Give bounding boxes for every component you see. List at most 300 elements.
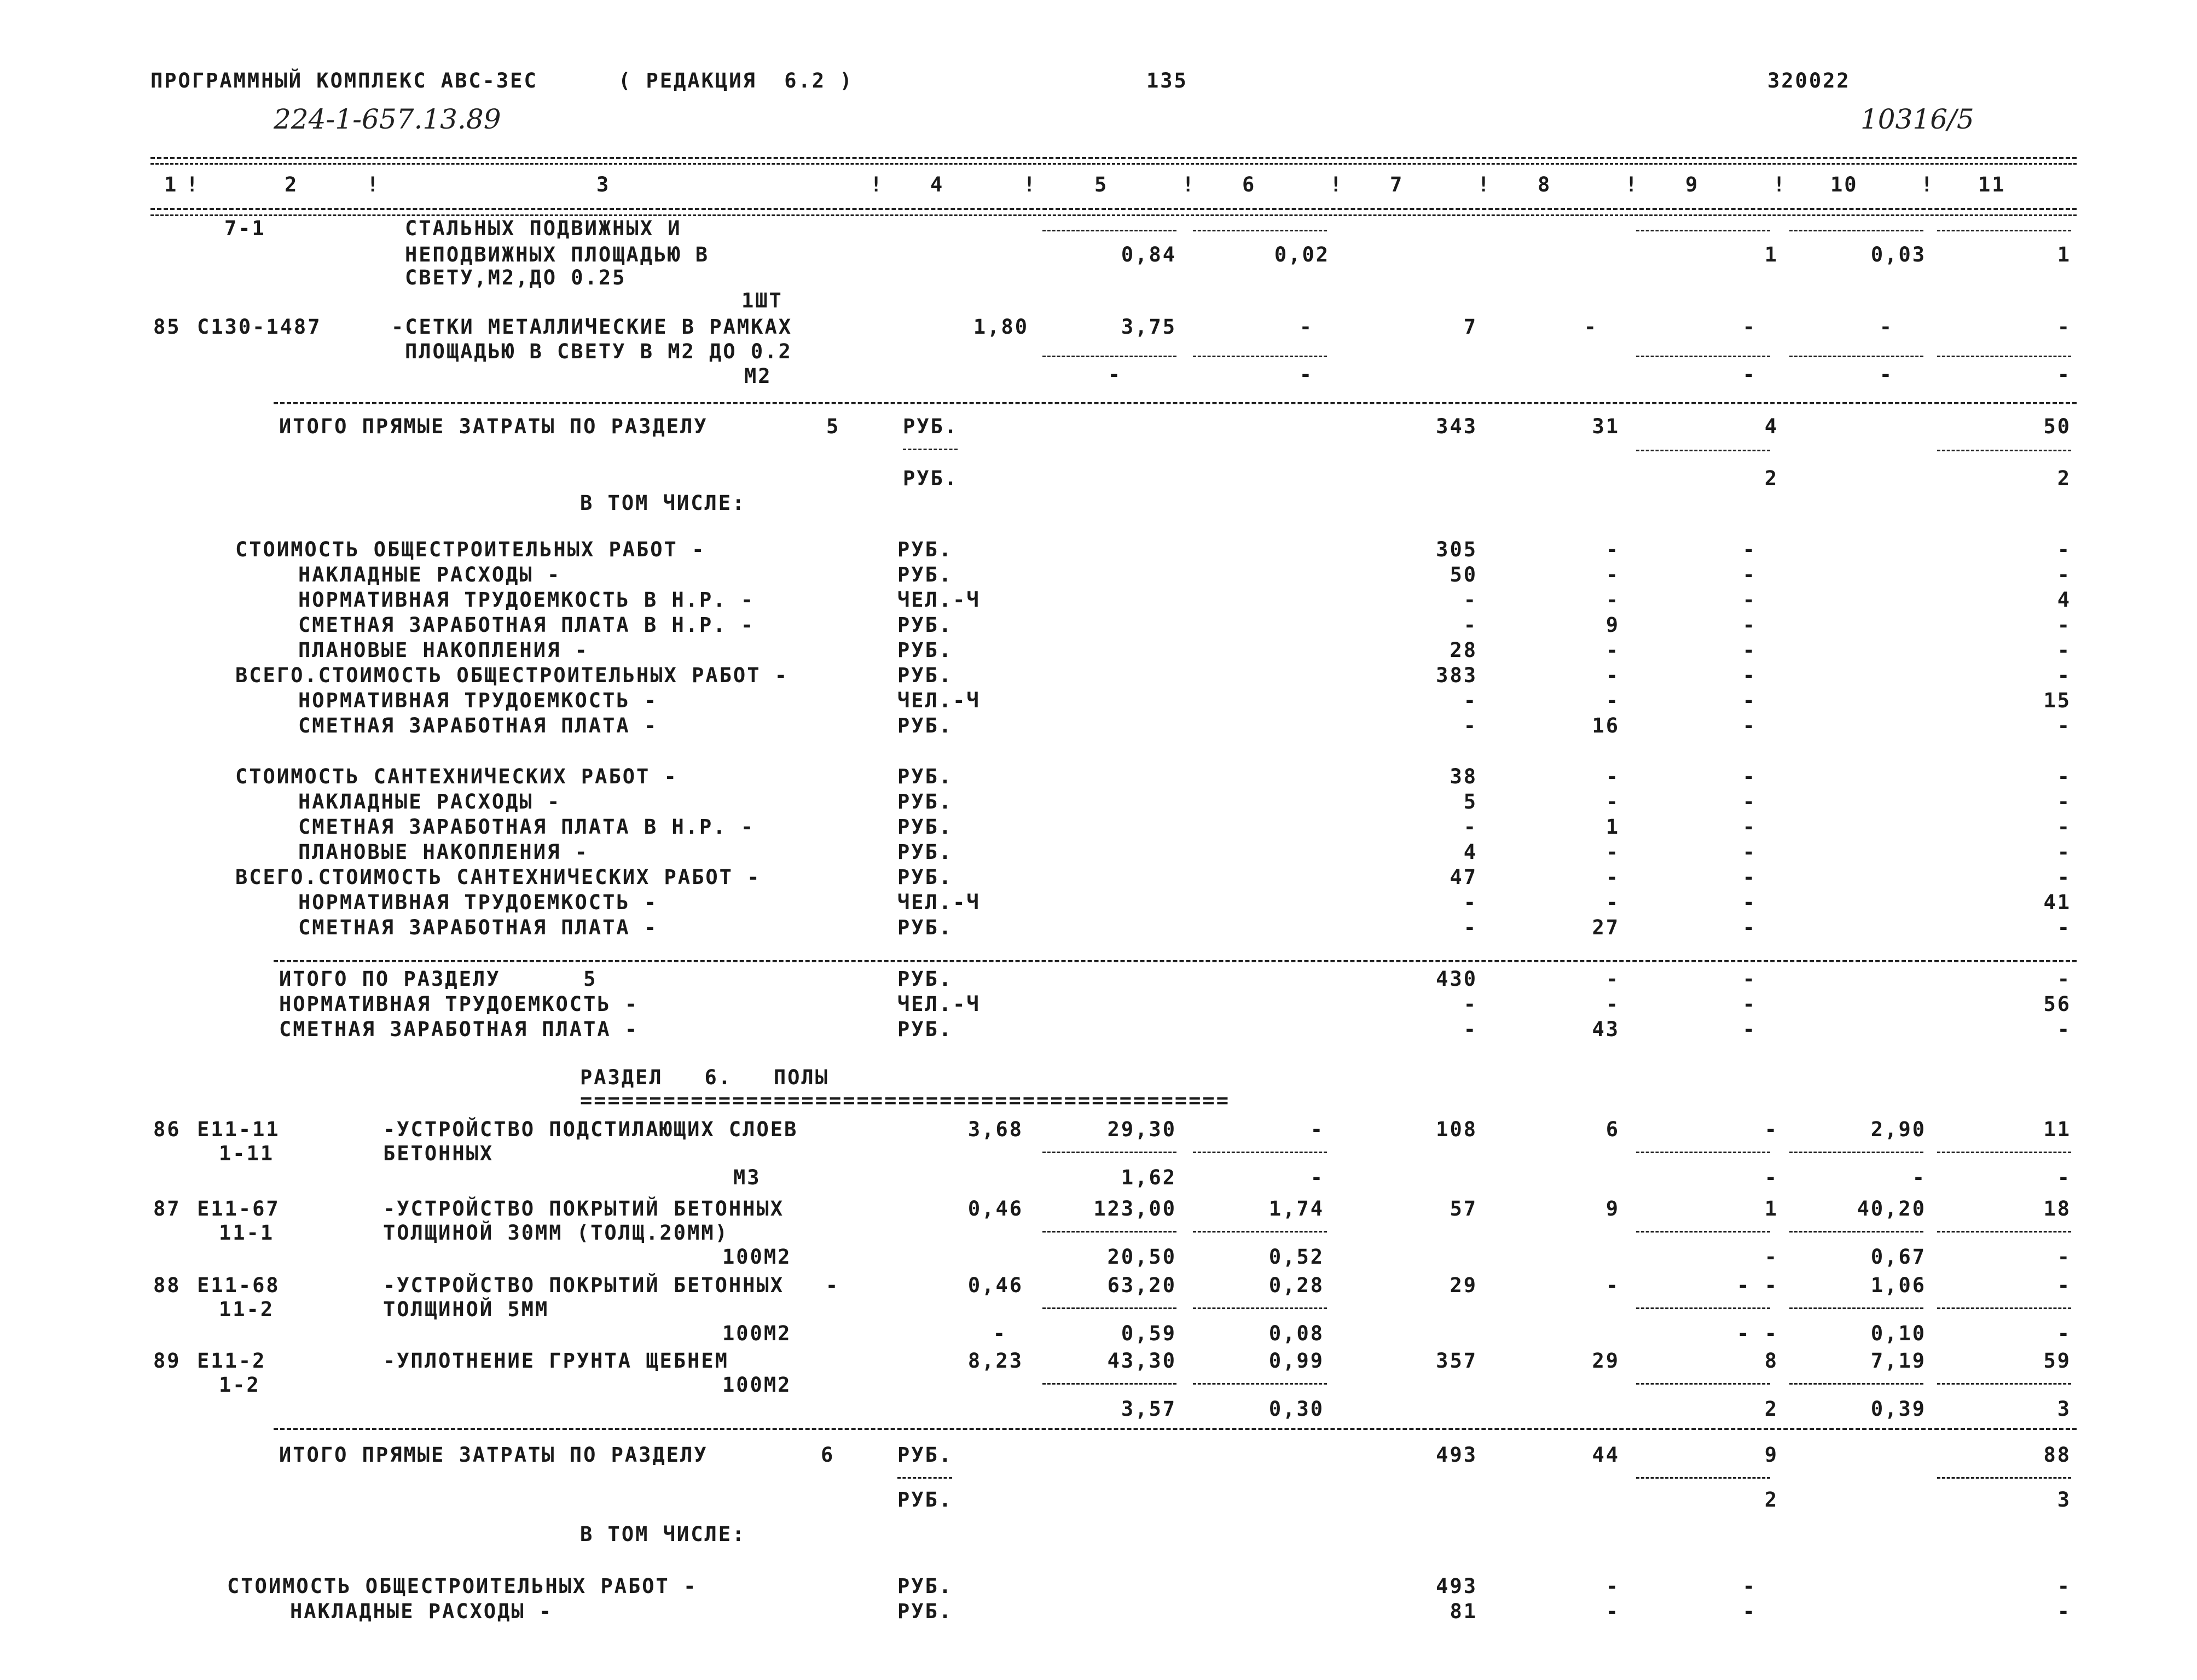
column-separator: ! <box>1330 173 1344 196</box>
summary-row-c8: - <box>1605 1574 1620 1598</box>
column-separator: ! <box>1023 173 1037 196</box>
cell-divider <box>1636 1477 1770 1479</box>
cell-c9: 8 <box>1764 1349 1778 1373</box>
cell-c11: 18 <box>2043 1197 2071 1220</box>
cell-divider <box>1042 1383 1176 1385</box>
cell-c4: 1,80 <box>973 315 1029 339</box>
summary-row-unit: РУБ. <box>897 1600 953 1623</box>
cell-divider <box>1937 1307 2071 1309</box>
cell-divider <box>1193 1383 1327 1385</box>
summary-row-unit: РУБ. <box>897 840 953 864</box>
summary-row-label: СМЕТНАЯ ЗАРАБОТНАЯ ПЛАТА - <box>298 714 658 737</box>
cell-c5-b: 1,62 <box>1121 1166 1176 1189</box>
summary-row-c9: - <box>1742 765 1757 788</box>
cell-divider <box>1636 230 1770 231</box>
cell-divider <box>1937 356 2071 357</box>
item-desc-line: -УСТРОЙСТВО ПОКРЫТИЙ БЕТОННЫХ - <box>383 1274 840 1297</box>
summary-row-label: НАКЛАДНЫЕ РАСХОДЫ - <box>298 563 561 586</box>
summary-row-c7: 493 <box>1436 1574 1477 1598</box>
summary-row-c7: - <box>1463 992 1477 1016</box>
column-separator: ! <box>1477 173 1492 196</box>
cell-c8: 29 <box>1592 1349 1620 1373</box>
item-number: 89 <box>153 1349 181 1373</box>
summary-row-label: СМЕТНАЯ ЗАРАБОТНАЯ ПЛАТА - <box>279 1018 639 1041</box>
summary-row-unit: РУБ. <box>897 638 953 662</box>
summary-row-c9: - <box>1742 840 1757 864</box>
section6-total-c11: 88 <box>2043 1443 2071 1467</box>
cell-c4-b: - <box>993 1322 1007 1345</box>
summary-row-c8: - <box>1605 967 1620 991</box>
cell-divider <box>1636 450 1770 451</box>
summary-row-c11: - <box>2057 714 2071 737</box>
cell-c7: 57 <box>1450 1197 1477 1220</box>
header-rule-bottom-2 <box>150 214 2077 216</box>
item-number: 87 <box>153 1197 181 1220</box>
column-header-2: 2 <box>285 173 299 196</box>
cell-c5: 43,30 <box>1107 1349 1176 1373</box>
cell-c7: 357 <box>1436 1349 1477 1373</box>
unit-underline <box>897 1477 952 1479</box>
summary-row-c9: - <box>1742 689 1757 712</box>
summary-row-unit: РУБ. <box>897 790 953 813</box>
cell-c6-b: - <box>1299 363 1313 386</box>
cell-divider <box>1789 1307 1923 1309</box>
summary-row-c9: - <box>1742 1600 1757 1623</box>
cell-c6-b: 0,52 <box>1268 1245 1324 1269</box>
cell-divider <box>1042 230 1176 231</box>
cell-c5: 0,84 <box>1121 243 1176 266</box>
summary-row-label: НАКЛАДНЫЕ РАСХОДЫ - <box>298 790 561 813</box>
cell-c9: 1 <box>1764 243 1778 266</box>
edition-label: ( РЕДАКЦИЯ 6.2 ) <box>618 69 854 92</box>
summary-row-c11: - <box>2057 765 2071 788</box>
item-unit: 100М2 <box>722 1245 792 1269</box>
summary-row-c8: 1 <box>1605 815 1620 839</box>
section5-total-label: ИТОГО ПРЯМЫЕ ЗАТРАТЫ ПО РАЗДЕЛУ <box>279 415 708 438</box>
cell-c6: - <box>1299 315 1313 339</box>
summary-row-label: ИТОГО ПО РАЗДЕЛУ 5 <box>279 967 598 991</box>
summary-row-unit: РУБ. <box>897 1574 953 1598</box>
cell-c11: - <box>2057 1274 2071 1297</box>
summary-row-c8: - <box>1605 865 1620 889</box>
summary-row-c8: - <box>1605 840 1620 864</box>
summary-row-label: ПЛАНОВЫЕ НАКОПЛЕНИЯ - <box>298 840 589 864</box>
summary-row-c9: - <box>1742 1574 1757 1598</box>
summary-row-label: НОРМАТИВНАЯ ТРУДОЕМКОСТЬ - <box>298 891 658 914</box>
section6-total-unit-2: РУБ. <box>897 1488 953 1512</box>
header-rule-top <box>150 157 2077 159</box>
item-desc-line: СТАЛЬНЫХ ПОДВИЖНЫХ И <box>405 217 682 240</box>
summary-row-c8: 27 <box>1592 916 1620 939</box>
section5-total-rule <box>274 402 2077 404</box>
cell-divider <box>1789 1231 1923 1233</box>
cell-divider <box>1937 450 2071 451</box>
summary-row-c9: - <box>1742 790 1757 813</box>
summary-row-c9: - <box>1742 714 1757 737</box>
column-header-11: 11 <box>1978 173 2006 196</box>
summary-row-c7: 38 <box>1450 765 1477 788</box>
column-separator: ! <box>367 173 381 196</box>
summary-row-unit: ЧЕЛ.-Ч <box>897 891 981 914</box>
column-header-8: 8 <box>1538 173 1552 196</box>
cell-c11-b: - <box>2057 1245 2071 1269</box>
summary-row-c9: - <box>1742 588 1757 612</box>
cell-divider <box>1937 230 2071 231</box>
cell-c9-b: - <box>1764 1166 1778 1189</box>
cell-divider <box>1042 356 1176 357</box>
item-code: Е11-11 <box>197 1118 280 1141</box>
summary-row-c7: - <box>1463 1018 1477 1041</box>
item-code-secondary: 11-2 <box>219 1298 275 1321</box>
item-unit: 100М2 <box>722 1322 792 1345</box>
item-number: 88 <box>153 1274 181 1297</box>
cell-c5-b: 0,59 <box>1121 1322 1176 1345</box>
summary-row-c7: 50 <box>1450 563 1477 586</box>
cell-divider <box>1789 230 1923 231</box>
summary-row-c11: - <box>2057 790 2071 813</box>
summary-row-c11: - <box>2057 815 2071 839</box>
summary-row-c11: - <box>2057 865 2071 889</box>
summary-row-c8: - <box>1605 689 1620 712</box>
cell-c6: 0,02 <box>1274 243 1330 266</box>
summary-row-c9: - <box>1742 967 1757 991</box>
section6-total-unit: РУБ. <box>897 1443 953 1467</box>
cell-c11: 11 <box>2043 1118 2071 1141</box>
header-rule-top-2 <box>150 163 2077 165</box>
summary-row-c7: 430 <box>1436 967 1477 991</box>
item-desc-line: СВЕТУ,М2,ДО 0.25 <box>405 266 627 289</box>
summary-row-unit: РУБ. <box>897 865 953 889</box>
section5-total-unit: РУБ. <box>903 415 959 438</box>
summary-row-c9: - <box>1742 916 1757 939</box>
cell-c5-b: 20,50 <box>1107 1245 1176 1269</box>
cell-divider <box>1937 1477 2071 1479</box>
item-desc-line: ПЛОЩАДЬЮ В СВЕТУ В М2 ДО 0.2 <box>405 340 792 363</box>
item-desc-line: БЕТОННЫХ <box>383 1142 494 1165</box>
summary-row-c7: 5 <box>1463 790 1477 813</box>
summary-row-label: НОРМАТИВНАЯ ТРУДОЕМКОСТЬ - <box>279 992 639 1016</box>
handwritten-sheet-code: 10316/5 <box>1860 103 1974 135</box>
cell-c10-b: 0,39 <box>1870 1397 1926 1421</box>
column-separator: ! <box>1625 173 1639 196</box>
summary-row-c8: 43 <box>1592 1018 1620 1041</box>
cell-c4: 8,23 <box>967 1349 1023 1373</box>
cell-c10: 40,20 <box>1857 1197 1926 1220</box>
section6-total-label: ИТОГО ПРЯМЫЕ ЗАТРАТЫ ПО РАЗДЕЛУ <box>279 1443 708 1467</box>
cell-c9: - <box>1764 1118 1778 1141</box>
summary-row-label: СМЕТНАЯ ЗАРАБОТНАЯ ПЛАТА В Н.Р. - <box>298 613 755 637</box>
cell-divider <box>1193 356 1327 357</box>
summary-row-unit: РУБ. <box>897 815 953 839</box>
item-unit: М3 <box>733 1166 761 1189</box>
cell-c7: 29 <box>1450 1274 1477 1297</box>
cell-c6: - <box>1310 1118 1324 1141</box>
column-separator: ! <box>1773 173 1787 196</box>
cell-c11-b: - <box>2057 363 2071 386</box>
column-header-5: 5 <box>1094 173 1109 196</box>
cell-divider <box>1789 1383 1923 1385</box>
summary-row-c9: - <box>1742 1018 1757 1041</box>
summary-row-c11: - <box>2057 1574 2071 1598</box>
summary-row-label: СТОИМОСТЬ САНТЕХНИЧЕСКИХ РАБОТ - <box>235 765 678 788</box>
cell-c5-b: - <box>1108 363 1122 386</box>
summary-row-c9: - <box>1742 664 1757 687</box>
cell-divider <box>1789 356 1923 357</box>
column-separator: ! <box>1182 173 1196 196</box>
cell-c5: 123,00 <box>1093 1197 1176 1220</box>
item-unit: М2 <box>744 364 772 388</box>
section5-final-rule <box>274 960 2077 962</box>
section5-including-label: В ТОМ ЧИСЛЕ: <box>580 491 746 515</box>
summary-row-label: СТОИМОСТЬ ОБЩЕСТРОИТЕЛЬНЫХ РАБОТ - <box>227 1574 698 1598</box>
cell-divider <box>1636 1152 1770 1153</box>
summary-row-c9: - <box>1742 891 1757 914</box>
cell-c4: 3,68 <box>967 1118 1023 1141</box>
summary-row-unit: ЧЕЛ.-Ч <box>897 992 981 1016</box>
section5-total-c11-b: 2 <box>2057 467 2071 490</box>
section6-title-underline: =============================================== <box>580 1089 1230 1112</box>
summary-row-c7: - <box>1463 588 1477 612</box>
cell-c11-b: - <box>2057 1166 2071 1189</box>
item-desc-line: -УПЛОТНЕНИЕ ГРУНТА ЩЕБНЕМ <box>383 1349 729 1373</box>
item-code-secondary: 11-1 <box>219 1221 275 1245</box>
column-header-7: 7 <box>1390 173 1404 196</box>
summary-row-c7: - <box>1463 815 1477 839</box>
cell-divider <box>1193 1307 1327 1309</box>
cell-divider <box>1636 1383 1770 1385</box>
column-separator: ! <box>1921 173 1935 196</box>
summary-row-c9: - <box>1742 538 1757 561</box>
summary-row-label: ПЛАНОВЫЕ НАКОПЛЕНИЯ - <box>298 638 589 662</box>
cell-c9: - <box>1742 315 1757 339</box>
cell-c11: - <box>2057 315 2071 339</box>
summary-row-c11: - <box>2057 538 2071 561</box>
cell-c8: 6 <box>1605 1118 1620 1141</box>
summary-row-c11: 15 <box>2043 689 2071 712</box>
item-unit: 100М2 <box>722 1373 792 1397</box>
summary-row-label: ВСЕГО.СТОИМОСТЬ САНТЕХНИЧЕСКИХ РАБОТ - <box>235 865 761 889</box>
summary-row-c7: - <box>1463 916 1477 939</box>
summary-row-c8: - <box>1605 790 1620 813</box>
header-rule-bottom <box>150 208 2077 210</box>
summary-row-unit: РУБ. <box>897 765 953 788</box>
summary-row-c8: 9 <box>1605 613 1620 637</box>
item-desc-line: ТОЛЩИНОЙ 5ММ <box>383 1298 549 1321</box>
cell-divider <box>1042 1231 1176 1233</box>
cell-c10: 7,19 <box>1870 1349 1926 1373</box>
summary-row-c8: - <box>1605 563 1620 586</box>
section5-total-c7: 343 <box>1436 415 1477 438</box>
summary-row-c9: - <box>1742 563 1757 586</box>
section6-total-c9: 9 <box>1764 1443 1778 1467</box>
item-code: Е11-67 <box>197 1197 280 1220</box>
column-separator: ! <box>870 173 884 196</box>
section6-total-c9-b: 2 <box>1764 1488 1778 1512</box>
cell-c6: 1,74 <box>1268 1197 1324 1220</box>
section6-title: РАЗДЕЛ 6. ПОЛЫ <box>580 1066 829 1089</box>
summary-row-c7: 47 <box>1450 865 1477 889</box>
page-number: 135 <box>1146 69 1188 92</box>
summary-row-label: НАКЛАДНЫЕ РАСХОДЫ - <box>290 1600 553 1623</box>
item-number: 85 <box>153 315 181 339</box>
item-desc-line: НЕПОДВИЖНЫХ ПЛОЩАДЬЮ В <box>405 243 710 266</box>
summary-row-c11: 4 <box>2057 588 2071 612</box>
item-desc-line: -УСТРОЙСТВО ПОДСТИЛАЮЩИХ СЛОЕВ <box>383 1118 798 1141</box>
summary-row-c7: - <box>1463 891 1477 914</box>
item-code: Е11-2 <box>197 1349 266 1373</box>
cell-c6-b: 0,08 <box>1268 1322 1324 1345</box>
summary-row-c7: 383 <box>1436 664 1477 687</box>
cell-divider <box>1789 1152 1923 1153</box>
summary-row-c7: - <box>1463 689 1477 712</box>
cell-c8: 9 <box>1605 1197 1620 1220</box>
cell-c4: 0,46 <box>967 1197 1023 1220</box>
section6-total-c7: 493 <box>1436 1443 1477 1467</box>
summary-row-c11: - <box>2057 613 2071 637</box>
summary-row-label: НОРМАТИВНАЯ ТРУДОЕМКОСТЬ В Н.Р. - <box>298 588 755 612</box>
cell-c10: 1,06 <box>1870 1274 1926 1297</box>
cell-c11: 59 <box>2043 1349 2071 1373</box>
item-code: 7-1 <box>224 217 266 240</box>
summary-row-c11: - <box>2057 916 2071 939</box>
summary-row-c11: - <box>2057 638 2071 662</box>
cell-c9-b: - <box>1742 363 1757 386</box>
item-unit-top: 1ШТ <box>741 289 783 312</box>
summary-row-c7: 81 <box>1450 1600 1477 1623</box>
summary-row-c8: - <box>1605 891 1620 914</box>
summary-row-label: СМЕТНАЯ ЗАРАБОТНАЯ ПЛАТА - <box>298 916 658 939</box>
summary-row-unit: РУБ. <box>897 967 953 991</box>
cell-c10-b: 0,10 <box>1870 1322 1926 1345</box>
cell-c5-b: 3,57 <box>1121 1397 1176 1421</box>
summary-row-c8: - <box>1605 664 1620 687</box>
section6-total-rule <box>274 1428 2077 1430</box>
summary-row-unit: РУБ. <box>897 613 953 637</box>
summary-row-unit: ЧЕЛ.-Ч <box>897 588 981 612</box>
cell-c6: 0,99 <box>1268 1349 1324 1373</box>
summary-row-unit: РУБ. <box>897 538 953 561</box>
summary-row-c9: - <box>1742 638 1757 662</box>
summary-row-c9: - <box>1742 865 1757 889</box>
item-code: С130-1487 <box>197 315 322 339</box>
cell-c9: 1 <box>1764 1197 1778 1220</box>
cell-divider <box>1636 1231 1770 1233</box>
summary-row-unit: РУБ. <box>897 1018 953 1041</box>
column-header-4: 4 <box>930 173 944 196</box>
section5-total-c9-b: 2 <box>1764 467 1778 490</box>
cell-c9-b: - - <box>1737 1322 1778 1345</box>
column-header-6: 6 <box>1242 173 1256 196</box>
cell-c7: 7 <box>1463 315 1477 339</box>
cell-divider <box>1636 356 1770 357</box>
cell-c10: 2,90 <box>1870 1118 1926 1141</box>
section5-total-c11: 50 <box>2043 415 2071 438</box>
cell-c10-b: 0,67 <box>1870 1245 1926 1269</box>
item-code-secondary: 1-2 <box>219 1373 260 1397</box>
summary-row-c8: 16 <box>1592 714 1620 737</box>
cell-c11-b: 3 <box>2057 1397 2071 1421</box>
section6-total-c11-b: 3 <box>2057 1488 2071 1512</box>
cell-divider <box>1042 1152 1176 1153</box>
cell-divider <box>1193 1231 1327 1233</box>
summary-row-c9: - <box>1742 613 1757 637</box>
column-header-3: 3 <box>596 173 611 196</box>
section5-total-number: 5 <box>826 415 840 438</box>
summary-row-unit: РУБ. <box>897 714 953 737</box>
cell-c10-b: - <box>1879 363 1893 386</box>
item-code: Е11-68 <box>197 1274 280 1297</box>
item-code-secondary: 1-11 <box>219 1142 275 1165</box>
handwritten-project-code: 224-1-657.13.89 <box>274 103 501 135</box>
section6-total-number: 6 <box>821 1443 835 1467</box>
cell-divider <box>1937 1231 2071 1233</box>
cell-c5: 29,30 <box>1107 1118 1176 1141</box>
summary-row-c8: - <box>1605 765 1620 788</box>
column-header-9: 9 <box>1685 173 1700 196</box>
summary-row-c11: 56 <box>2043 992 2071 1016</box>
cell-divider <box>1636 1307 1770 1309</box>
cell-c11: 1 <box>2057 243 2071 266</box>
summary-row-label: СТОИМОСТЬ ОБЩЕСТРОИТЕЛЬНЫХ РАБОТ - <box>235 538 706 561</box>
summary-row-unit: ЧЕЛ.-Ч <box>897 689 981 712</box>
section5-total-c8: 31 <box>1592 415 1620 438</box>
cell-divider <box>1937 1383 2071 1385</box>
summary-row-c7: - <box>1463 613 1477 637</box>
summary-row-c8: - <box>1605 992 1620 1016</box>
item-desc-line: -СЕТКИ МЕТАЛЛИЧЕСКИЕ В РАМКАХ <box>391 315 793 339</box>
cell-c4: 0,46 <box>967 1274 1023 1297</box>
cell-c10: - <box>1879 315 1893 339</box>
summary-row-c7: 4 <box>1463 840 1477 864</box>
summary-row-c9: - <box>1742 815 1757 839</box>
cell-c10: 0,03 <box>1870 243 1926 266</box>
summary-row-c7: 28 <box>1450 638 1477 662</box>
cell-c10-b: - <box>1912 1166 1926 1189</box>
summary-row-c8: - <box>1605 1600 1620 1623</box>
summary-row-unit: РУБ. <box>897 664 953 687</box>
summary-row-c11: - <box>2057 664 2071 687</box>
cell-c6: 0,28 <box>1268 1274 1324 1297</box>
summary-row-label: НОРМАТИВНАЯ ТРУДОЕМКОСТЬ - <box>298 689 658 712</box>
summary-row-c9: - <box>1742 992 1757 1016</box>
summary-row-c11: - <box>2057 1600 2071 1623</box>
cell-c5: 3,75 <box>1121 315 1176 339</box>
summary-row-c11: - <box>2057 1018 2071 1041</box>
summary-row-unit: РУБ. <box>897 916 953 939</box>
cell-c7: 108 <box>1436 1118 1477 1141</box>
doc-code: 320022 <box>1767 69 1851 92</box>
summary-row-c8: - <box>1605 638 1620 662</box>
program-title: ПРОГРАММНЫЙ КОМПЛЕКС АВС-ЗЕС <box>150 69 538 92</box>
cell-divider <box>1193 1152 1327 1153</box>
column-header-1: 1 <box>164 173 178 196</box>
item-number: 86 <box>153 1118 181 1141</box>
section5-total-c9: 4 <box>1764 415 1778 438</box>
unit-underline <box>903 449 958 450</box>
cell-c5: 63,20 <box>1107 1274 1176 1297</box>
cell-c8: - <box>1584 315 1598 339</box>
column-separator: ! <box>186 173 200 196</box>
cell-divider <box>1937 1152 2071 1153</box>
item-desc-line: -УСТРОЙСТВО ПОКРЫТИЙ БЕТОННЫХ <box>383 1197 785 1220</box>
cell-c9: - - <box>1737 1274 1778 1297</box>
cell-c11-b: - <box>2057 1322 2071 1345</box>
cell-c9-b: - <box>1764 1245 1778 1269</box>
cell-c9-b: 2 <box>1764 1397 1778 1421</box>
summary-row-c11: 41 <box>2043 891 2071 914</box>
section6-total-c8: 44 <box>1592 1443 1620 1467</box>
cell-divider <box>1042 1307 1176 1309</box>
